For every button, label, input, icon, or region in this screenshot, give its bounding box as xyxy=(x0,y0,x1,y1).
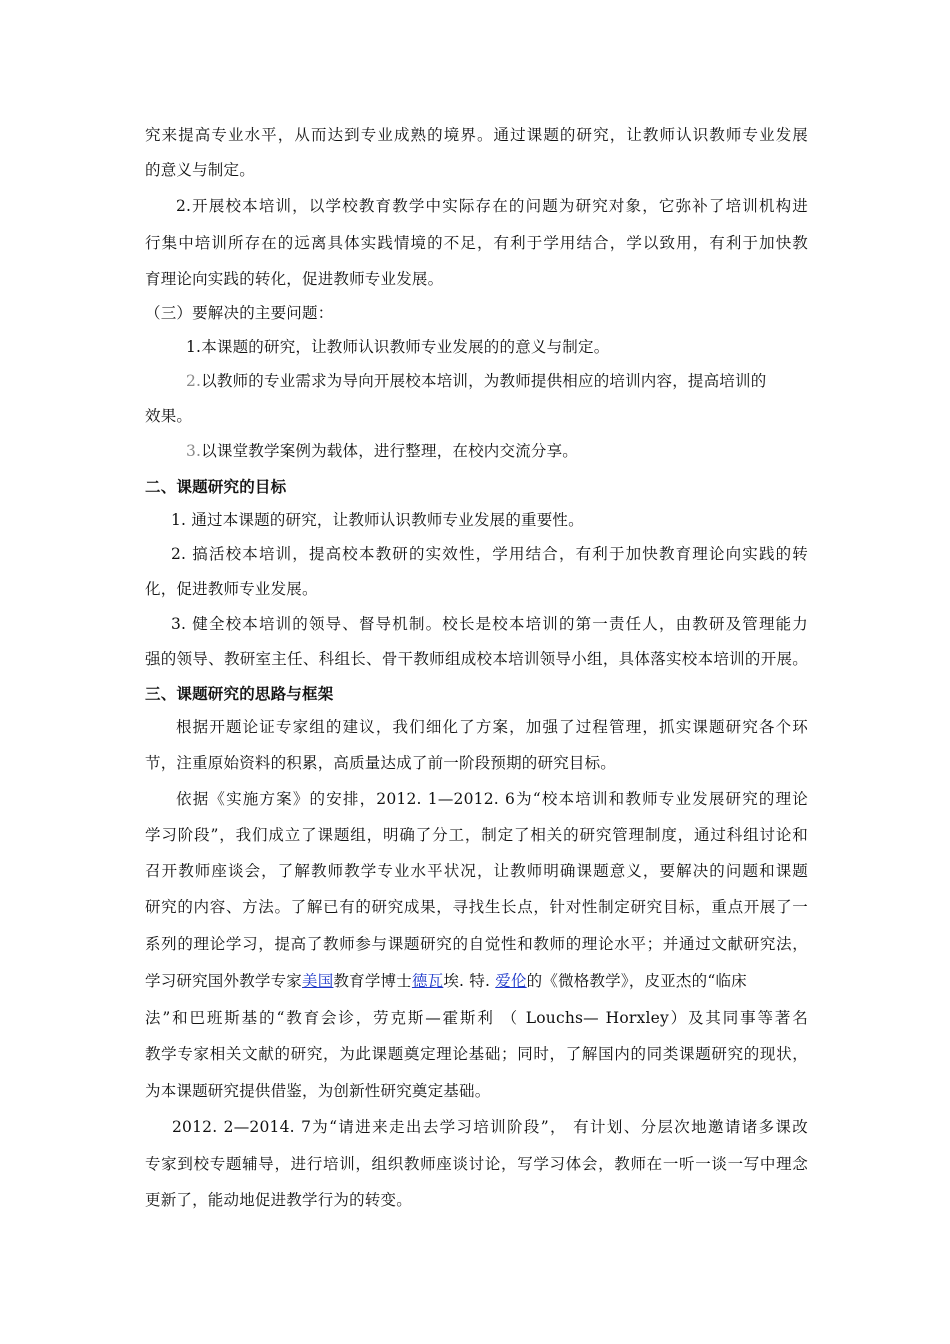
section-heading: 二、课题研究的目标 xyxy=(145,478,287,496)
text-run: 教育学博士 xyxy=(333,972,412,990)
body-line: 育理论向实践的转化，促进教师专业发展。 xyxy=(145,270,444,288)
list-item-text: 以课堂教学案例为载体，进行整理，在校内交流分享。 xyxy=(201,442,579,460)
list-number: 3. xyxy=(186,442,202,460)
body-line: 更新了，能动地促进教学行为的转变。 xyxy=(145,1191,412,1209)
body-line: 法”和巴班斯基的“教育会诊，劳克斯—霍斯利 （ Louchs— Horxley）及其同事等著名 xyxy=(145,1009,808,1027)
body-line: 学习阶段”，我们成立了课题组，明确了分工，制定了相关的研究管理制度，通过科组讨论和 xyxy=(145,826,808,844)
list-item xyxy=(186,370,766,392)
link-dewa[interactable]: 德瓦 xyxy=(411,972,444,990)
body-line: 强的领导、教研室主任、科组长、骨干教师组成校本培训领导小组，具体落实校本培训的开展。 xyxy=(145,650,808,668)
body-line: 系列的理论学习，提高了教师参与课题研究的自觉性和教师的理论水平；并通过文献研究法， xyxy=(145,935,808,953)
body-line: 为本课题研究提供借鉴，为创新性研究奠定基础。 xyxy=(145,1082,491,1100)
link-usa[interactable]: 美国 xyxy=(302,972,334,990)
list-item: 1.本课题的研究，让教师认识教师专业发展的的意义与制定。 xyxy=(186,338,610,356)
body-line: 2012. 2—2014. 7为“请进来走出去学习培训阶段”， 有计划、分层次地邀请诸多课改 xyxy=(172,1118,808,1136)
body-line: 专家到校专题辅导，进行培训，组织教师座谈讨论，写学习体会，教师在一听一谈一写中理念 xyxy=(145,1155,808,1173)
body-line: 根据开题论证专家组的建议，我们细化了方案，加强了过程管理，抓实课题研究各个环 xyxy=(176,718,808,736)
body-line: 化，促进教师专业发展。 xyxy=(145,580,318,598)
body-line: 行集中培训所存在的远离具体实践情境的不足，有利于学用结合，学以致用，有利于加快教 xyxy=(145,234,808,252)
list-number: 2. xyxy=(186,372,202,390)
body-line: 的意义与制定。 xyxy=(145,161,255,179)
body-line: 效果。 xyxy=(145,407,193,425)
body-line: 依据《实施方案》的安排，2012. 1—2012. 6为“校本培训和教师专业发展研究的理论 xyxy=(176,790,808,808)
body-line: 2.开展校本培训，以学校教育教学中实际存在的问题为研究对象，它弥补了培训机构进 xyxy=(176,197,808,215)
list-item-text: 以教师的专业需求为导向开展校本培训，为教师提供相应的培训内容，提高培训的 xyxy=(201,372,767,390)
section-heading: 三、课题研究的思路与框架 xyxy=(145,685,334,703)
body-line-with-links xyxy=(145,970,747,992)
text-run: 的《微格教学》，皮亚杰的“临床 xyxy=(526,972,747,990)
text-run: 埃. 特. xyxy=(443,972,496,990)
list-item: 1. 通过本课题的研究，让教师认识教师专业发展的重要性。 xyxy=(171,511,584,529)
list-item xyxy=(186,440,578,462)
list-item: 3. 健全校本培训的领导、督导机制。校长是校本培训的第一责任人，由教研及管理能力 xyxy=(171,615,808,633)
body-line: 节，注重原始资料的积累，高质量达成了前一阶段预期的研究目标。 xyxy=(145,754,617,772)
link-allen[interactable]: 爱伦 xyxy=(495,972,527,990)
text-run: 学习研究国外教学专家 xyxy=(145,972,303,990)
list-item: 2. 搞活校本培训，提高校本教研的实效性，学用结合，有利于加快教育理论向实践的转 xyxy=(171,545,808,563)
subsection-heading: （三）要解决的主要问题： xyxy=(145,304,334,322)
body-line: 教学专家相关文献的研究，为此课题奠定理论基础；同时，了解国内的同类课题研究的现状， xyxy=(145,1045,808,1063)
body-line: 召开教师座谈会，了解教师教学专业水平状况，让教师明确课题意义，要解决的问题和课题 xyxy=(145,862,808,880)
body-line: 究来提高专业水平，从而达到专业成熟的境界。通过课题的研究，让教师认识教师专业发展 xyxy=(145,126,808,144)
body-line: 研究的内容、方法。了解已有的研究成果，寻找生长点，针对性制定研究目标，重点开展了一 xyxy=(145,898,808,916)
